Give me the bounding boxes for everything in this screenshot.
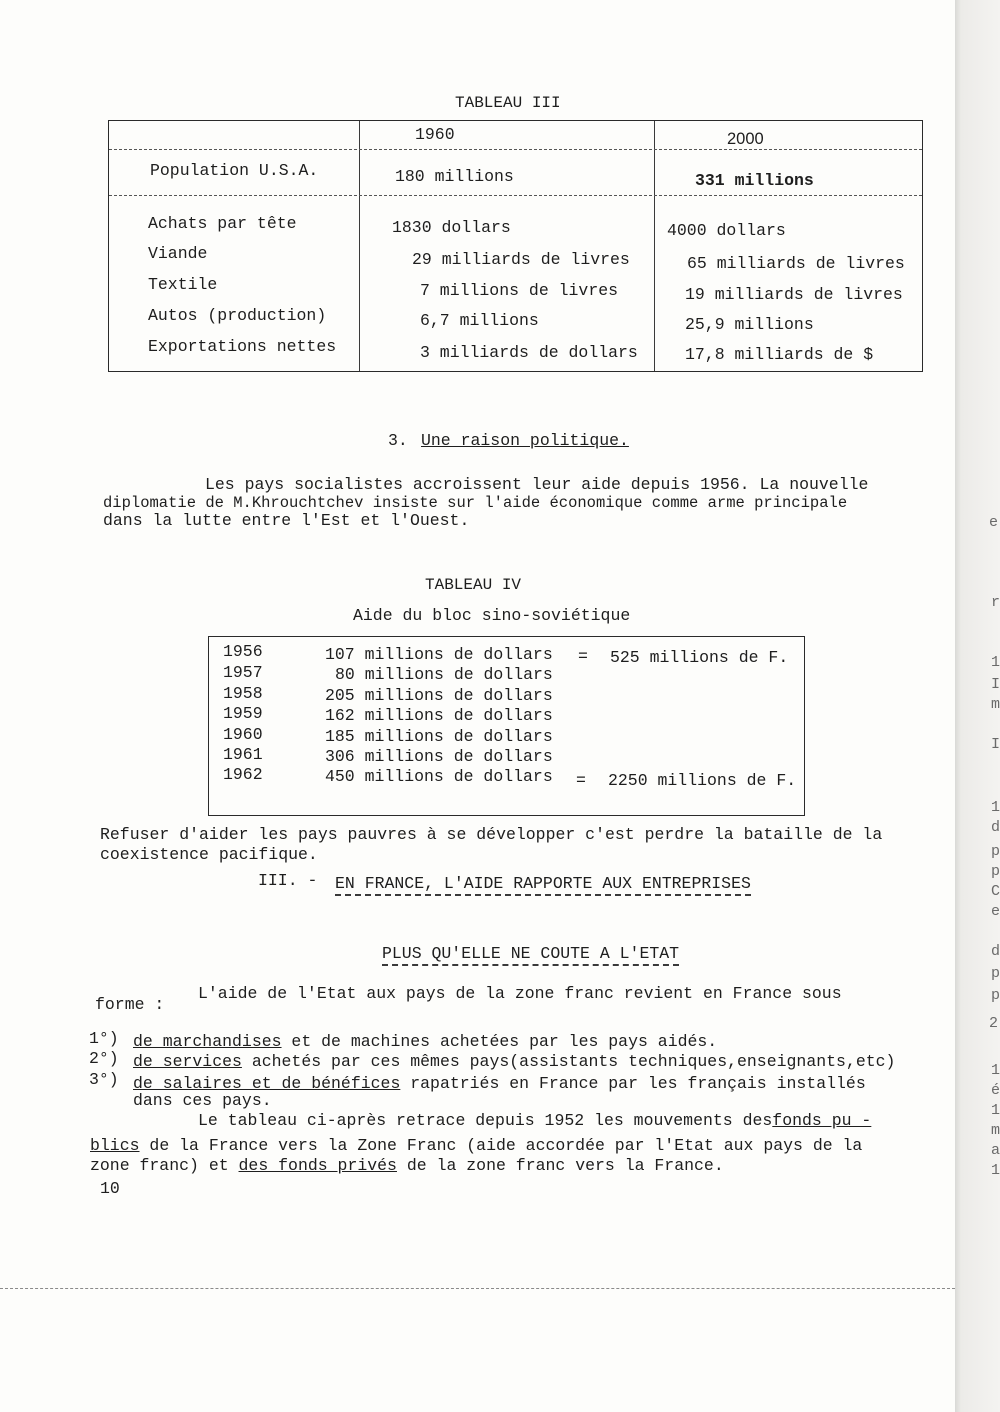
adjacent-page-edge [955,0,1000,1412]
value-2000: 17,8 milliards de $ [685,345,874,364]
list-item-text: achetés par ces mêmes pays(assistants techniques,enseignants,etc) [241,1052,896,1071]
year: 1957 [223,663,263,682]
paragraph-line: diplomatie de M.Khrouchtchev insiste sur l'aide économique comme arme principale [103,494,848,512]
margin-char: 1 [991,654,1000,671]
margin-char: 1 [991,799,1000,816]
row-label: Autos (production) [148,306,327,325]
margin-char: p [991,987,1000,1004]
margin-char: a [991,1142,1000,1159]
value-1960: 29 milliards de livres [412,250,630,269]
value-2000: 25,9 millions [685,315,814,334]
row-label: Textile [148,275,218,294]
row-label: Viande [148,244,208,263]
table-divider [654,121,655,371]
tableau-4-subtitle: Aide du bloc sino-soviétique [353,606,631,625]
value-1960: 7 millions de livres [420,281,619,300]
value-1960: 1830 dollars [392,218,511,237]
list-item [133,1033,717,1051]
margin-char: d [991,819,1000,836]
value-1960: 6,7 millions [420,311,539,330]
margin-char: I [991,676,1000,693]
list-number: 2°) [89,1049,119,1068]
list-item [133,1053,895,1071]
margin-char: e [989,514,999,531]
margin-char: 1 [991,1162,1000,1179]
list-item-emphasis: de salaires et de bénéfices [133,1074,401,1093]
tableau-4-title: TABLEAU IV [425,576,522,594]
margin-char: m [991,696,1000,713]
paragraph-text: de la France vers la Zone Franc (aide accordée par l'Etat aux pays de la [139,1136,863,1155]
paragraph-line: L'aide de l'Etat aux pays de la zone franc revient en France sous [198,984,842,1003]
margin-char: p [991,843,1000,860]
year: 1961 [223,745,263,764]
paragraph-line: Les pays socialistes accroissent leur aide depuis 1956. La nouvelle [205,475,869,494]
section-3-number: 3. [388,431,408,450]
margin-char: 2 [989,1015,999,1032]
amount: 450 millions de dollars [325,767,553,786]
amount: 306 millions de dollars [325,747,553,766]
margin-char: e [991,903,1000,920]
amount: 205 millions de dollars [325,686,553,705]
row-label: Exportations nettes [148,337,337,356]
header-1960: 1960 [415,125,455,144]
equals-sign: = [578,647,588,666]
header-2000: 2000 [727,130,764,148]
year: 1962 [223,765,263,784]
table-divider [109,149,922,150]
paragraph-line: dans ces pays. [133,1091,272,1110]
margin-char: r [991,594,1000,611]
margin-char: m [991,1122,1000,1139]
list-item-text: et de machines achetées par les pays aidés. [281,1032,718,1051]
paragraph-text: zone franc) et [90,1156,239,1175]
list-number: 3°) [89,1070,119,1089]
section-3-heading: Une raison politique. [421,431,629,450]
tableau-3-title: TABLEAU III [455,94,561,112]
margin-char: d [991,943,1000,960]
francs-value: 525 millions de F. [610,648,789,667]
amount: 185 millions de dollars [325,727,553,746]
paragraph-line: dans la lutte entre l'Est et l'Ouest. [103,511,470,530]
amount: 107 millions de dollars [325,645,553,664]
paragraph-line [198,1112,871,1130]
paragraph-emphasis: blics [90,1136,140,1155]
population-2000: 331 millions [695,171,814,190]
page-number: 10 [100,1179,120,1198]
paragraph-line: coexistence pacifique. [100,845,318,864]
margin-char: I [991,736,1000,753]
value-1960: 3 milliards de dollars [420,343,638,362]
list-item-emphasis: de services [133,1052,242,1071]
population-label: Population U.S.A. [150,161,319,180]
list-item-emphasis: de marchandises [133,1032,282,1051]
margin-char: p [991,863,1000,880]
row-label: Achats par tête [148,214,297,233]
paragraph-line: Refuser d'aider les pays pauvres à se développer c'est perdre la bataille de la [100,825,883,844]
list-number: 1°) [89,1029,119,1048]
margin-char: é [991,1082,1000,1099]
table-divider [109,195,922,196]
value-2000: 4000 dollars [667,221,786,240]
year: 1958 [223,684,263,703]
value-2000: 65 milliards de livres [687,254,905,273]
section-iii-heading: EN FRANCE, L'AIDE RAPPORTE AUX ENTREPRISES [335,875,751,896]
paragraph-line [90,1157,724,1175]
section-iii-heading: PLUS QU'ELLE NE COUTE A L'ETAT [382,945,679,966]
paragraph-line [90,1137,862,1155]
year: 1959 [223,704,263,723]
page-edge [0,1288,955,1293]
equals-sign: = [576,771,586,790]
paragraph-emphasis: fonds pu - [772,1111,872,1130]
amount: 162 millions de dollars [325,706,553,725]
table-divider [359,121,360,371]
francs-value: 2250 millions de F. [608,771,797,790]
section-iii-number: III. - [258,871,318,890]
margin-char: C [991,883,1000,900]
paragraph-emphasis: des fonds privés [238,1156,397,1175]
paragraph-text: de la zone franc vers la France. [396,1156,724,1175]
margin-char: 1 [991,1102,1000,1119]
amount: 80 millions de dollars [335,665,553,684]
tableau-3 [108,120,923,372]
margin-char: 1 [991,1062,1000,1079]
margin-char: p [991,965,1000,982]
paragraph-line: forme : [95,995,165,1014]
year: 1956 [223,642,263,661]
list-item-text: rapatriés en France par les français installés [400,1074,866,1093]
value-2000: 19 milliards de livres [685,285,903,304]
year: 1960 [223,725,263,744]
population-1960: 180 millions [395,167,514,186]
paragraph-text: Le tableau ci-après retrace depuis 1952 les mouvements des [198,1111,773,1130]
